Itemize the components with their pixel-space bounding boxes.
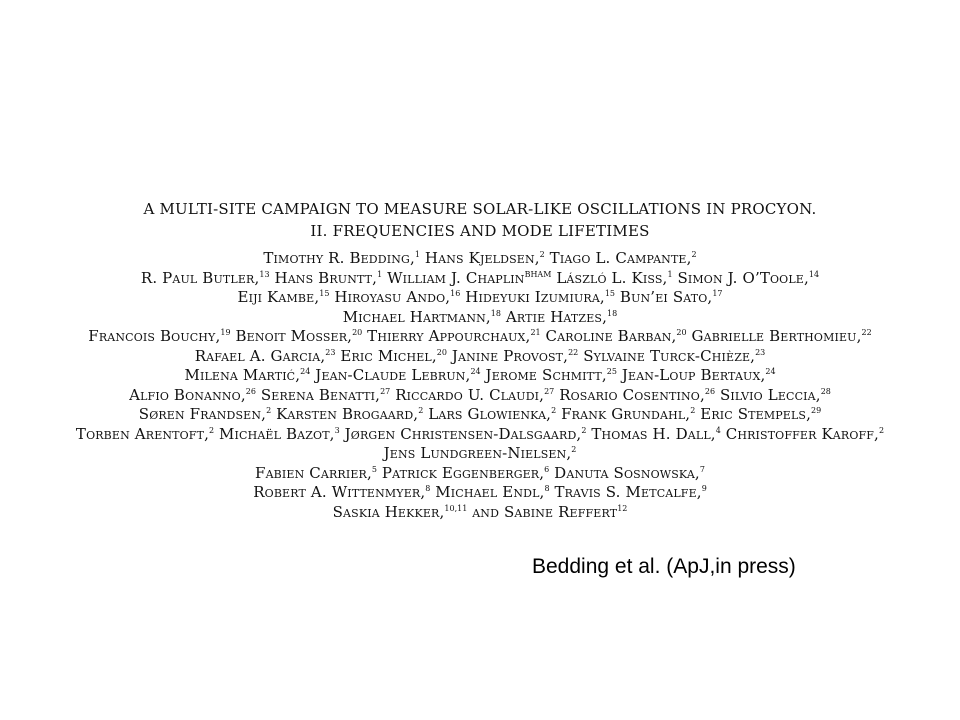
author-line: Milena Martić,$^{24}$ Jean-Claude Lebrun,$^{24}$ Jerome Schmitt,$^{25}$ Jean-Loup Bertaux,$^{24}$ xyxy=(184,366,776,384)
author-line: Saskia Hekker,$^{10,11}$ and Sabine Reffert$^{12}$ xyxy=(332,502,628,521)
author-line: Torben Arentoft,$^2$ Michaël Bazot,$^3$ Jørgen Christensen-Dalsgaard,$^2$ Thomas H. Dall,$^4$ Christoffer Karoff,$^2$ xyxy=(75,424,885,443)
author-line: Søren Frandsen,$^2$ Karsten Brogaard,$^2$ Lars Glowienka,$^2$ Frank Grundahl,$^2$ Eric Stempels,$^{29}$ xyxy=(138,405,822,423)
author-line: Michael Hartmann,$^{18}$ Artie Hatzes,$^{18}$ xyxy=(342,307,618,326)
author-line: Timothy R. Bedding,$^1$ Hans Kjeldsen,$^2$ Tiago L. Campante,$^2$ xyxy=(263,249,697,267)
title-line: II. FREQUENCIES AND MODE LIFETIMES xyxy=(310,222,650,240)
author-line: Francois Bouchy,$^{19}$ Benoit Mosser,$^{20}$ Thierry Appourchaux,$^{21}$ Caroline Barban,$^{20}$ Gabrielle Berthomieu,$^{22}$ xyxy=(88,327,872,345)
title-line: A MULTI-SITE CAMPAIGN TO MEASURE SOLAR-LIKE OSCILLATIONS IN PROCYON. xyxy=(143,200,817,218)
author-line: Rafael A. Garcia,$^{23}$ Eric Michel,$^{20}$ Janine Provost,$^{22}$ Sylvaine Turck-Chièze,$^{23}$ xyxy=(194,346,766,365)
paper-title xyxy=(0,198,960,242)
author-line: Jens Lundgreen-Nielsen,$^2$ xyxy=(383,444,577,462)
author-line: Eiji Kambe,$^{15}$ Hiroyasu Ando,$^{16}$ Hideyuki Izumiura,$^{15}$ Bun’ei Sato,$^{17}$ xyxy=(237,288,723,306)
author-line: Robert A. Wittenmyer,$^8$ Michael Endl,$^8$ Travis S. Metcalfe,$^9$ xyxy=(253,483,707,501)
paper-header xyxy=(0,198,960,522)
author-list xyxy=(0,249,960,522)
citation-text: Bedding et al. (ApJ,in press) xyxy=(532,555,796,578)
author-line: R. Paul Butler,$^{13}$ Hans Bruntt,$^1$ William J. Chaplin$^{BHAM}$ László L. Kiss,$^1$ Simon J. O’Toole,$^{14}$ xyxy=(140,268,820,287)
author-line: Fabien Carrier,$^5$ Patrick Eggenberger,$^6$ Danuta Sosnowska,$^7$ xyxy=(255,463,705,482)
author-line: Alfio Bonanno,$^{26}$ Serena Benatti,$^{27}$ Riccardo U. Claudi,$^{27}$ Rosario Cosentino,$^{26}$ Silvio Leccia,$^{28}$ xyxy=(129,385,831,404)
